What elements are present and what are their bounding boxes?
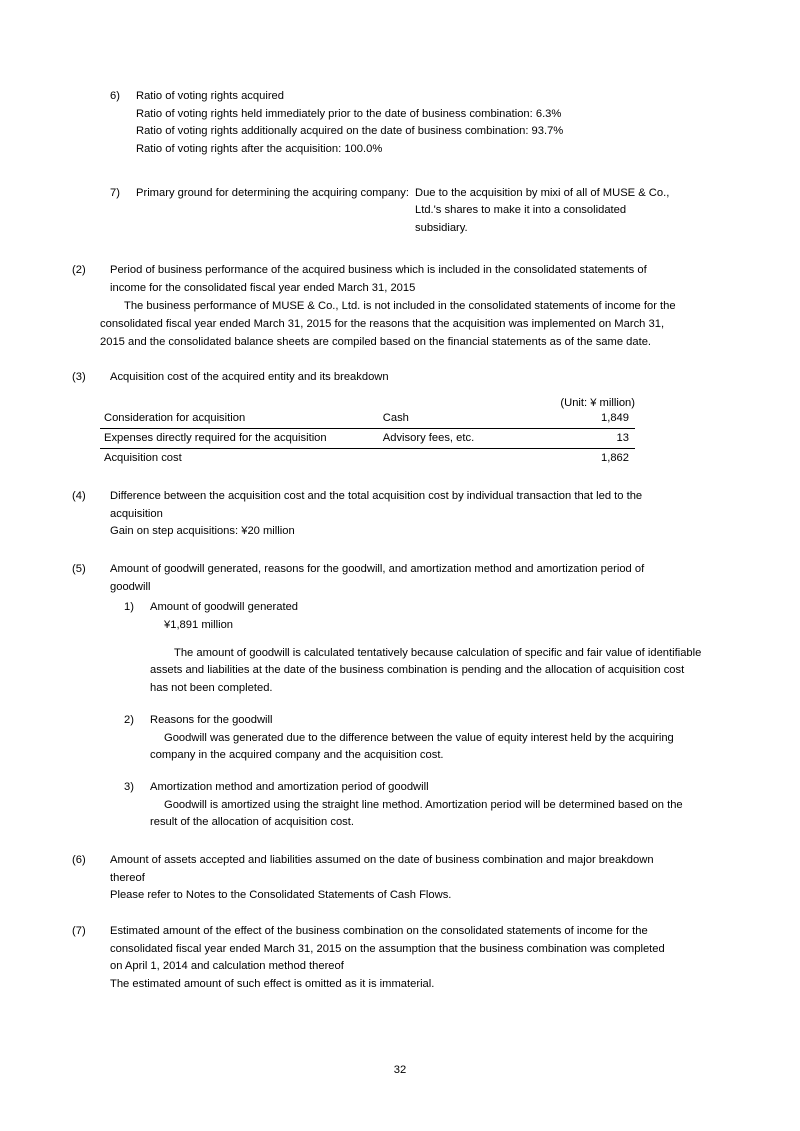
section-voting-rights xyxy=(110,88,728,159)
list-marker: (3) xyxy=(72,371,86,384)
unit-note: (Unit: ¥ million) xyxy=(560,396,635,409)
estimated-body: The estimated amount of such effect is omitted as it is immaterial. xyxy=(110,978,435,991)
estimated-heading-line-2: consolidated fiscal year ended March 31, 2015 on the assumption that the business combination was completed xyxy=(110,942,665,955)
list-marker: 7) xyxy=(110,186,120,199)
section-acquiring-company-ground xyxy=(110,185,728,238)
period-para-line-1: The business performance of MUSE & Co., Ltd. is not included in the consolidated statements of income for the xyxy=(124,300,676,313)
table-row xyxy=(100,428,635,448)
section-period-of-performance xyxy=(72,262,728,351)
goodwill-amount-value: ¥1,891 million xyxy=(164,619,234,632)
subsection-goodwill-reasons xyxy=(124,712,728,765)
goodwill-amount-para-line-3: has not been completed. xyxy=(150,682,273,695)
assets-heading-line-2: thereof xyxy=(110,871,145,884)
list-marker: (2) xyxy=(72,263,86,276)
acquisition-cost-table xyxy=(100,409,635,468)
section-assets-liabilities xyxy=(72,852,728,905)
period-heading-line-2: income for the consolidated fiscal year ended March 31, 2015 xyxy=(110,281,416,294)
cell-label: Expenses directly required for the acquisition xyxy=(100,428,379,448)
difference-heading-line-2: acquisition xyxy=(110,507,163,520)
voting-rights-line-3: Ratio of voting rights after the acquisition: 100.0% xyxy=(136,143,383,156)
table-row xyxy=(100,448,635,468)
list-marker: (4) xyxy=(72,489,86,502)
goodwill-reasons-para-line-1: Goodwill was generated due to the difference between the value of equity interest held by the acquiring xyxy=(164,731,674,744)
acquiring-company-ground-line-2: Ltd.'s shares to make it into a consolidated xyxy=(415,204,627,217)
cell-amount: 1,862 xyxy=(601,451,629,464)
estimated-heading-line-3: on April 1, 2014 and calculation method thereof xyxy=(110,960,344,973)
assets-body: Please refer to Notes to the Consolidated Statements of Cash Flows. xyxy=(110,889,452,902)
cell-amount: 1,849 xyxy=(548,409,635,429)
cell-detail: Advisory fees, etc. xyxy=(379,428,549,448)
cell-label: Consideration for acquisition xyxy=(100,409,379,429)
acquisition-cost-heading: Acquisition cost of the acquired entity and its breakdown xyxy=(110,371,389,384)
voting-rights-line-1: Ratio of voting rights held immediately prior to the date of business combination: 6.3% xyxy=(136,107,562,120)
difference-heading-line-1: Difference between the acquisition cost and the total acquisition cost by individual transaction that led to the xyxy=(110,489,643,502)
goodwill-reasons-heading: Reasons for the goodwill xyxy=(150,713,273,726)
list-marker: (7) xyxy=(72,925,86,937)
cell-detail: Cash xyxy=(379,409,549,429)
list-marker: (5) xyxy=(72,563,86,575)
subsection-goodwill-amortization xyxy=(124,779,728,832)
voting-rights-heading: Ratio of voting rights acquired xyxy=(136,90,285,102)
list-marker: 1) xyxy=(124,601,134,614)
period-para-line-2: consolidated fiscal year ended March 31, 2015 for the reasons that the acquisition was implemented on March 31, xyxy=(100,317,665,330)
assets-heading-line-1: Amount of assets accepted and liabilities assumed on the date of business combination and major breakdown xyxy=(110,853,654,866)
acquiring-company-ground-line-1: Due to the acquisition by mixi of all of MUSE & Co., xyxy=(415,186,670,199)
list-marker: (6) xyxy=(72,853,86,866)
goodwill-reasons-para-line-2: company in the acquired company and the acquisition cost. xyxy=(150,749,444,762)
goodwill-amount-para-line-2: assets and liabilities at the date of the business combination is pending and the allocation of acquisition cost xyxy=(150,664,685,677)
period-para-line-3: 2015 and the consolidated balance sheets are compiled based on the financial statements as of the same date. xyxy=(100,335,652,348)
list-marker: 3) xyxy=(124,780,134,793)
cell-detail xyxy=(379,448,549,468)
table-row xyxy=(100,409,635,429)
cell-amount: 13 xyxy=(548,428,635,448)
estimated-heading-line-1: Estimated amount of the effect of the business combination on the consolidated statements of income for the xyxy=(110,925,648,937)
goodwill-amount-para-line-1: The amount of goodwill is calculated tentatively because calculation of specific and fair value of identifiable xyxy=(174,646,702,659)
period-heading-line-1: Period of business performance of the acquired business which is included in the consolidated statements of xyxy=(110,263,647,276)
goodwill-amortization-para-line-1: Goodwill is amortized using the straight line method. Amortization period will be determined based on the xyxy=(164,798,683,811)
section-estimated-effect xyxy=(72,923,728,994)
goodwill-heading-line-2: goodwill xyxy=(110,580,151,593)
goodwill-amortization-para-line-2: result of the allocation of acquisition cost. xyxy=(150,816,354,829)
acquiring-company-ground-line-3: subsidiary. xyxy=(415,222,468,235)
list-marker: 6) xyxy=(110,90,120,102)
section-goodwill xyxy=(72,561,728,832)
goodwill-heading-line-1: Amount of goodwill generated, reasons for the goodwill, and amortization method and amortization period of xyxy=(110,563,645,575)
section-difference-acquisition-cost xyxy=(72,488,728,541)
goodwill-amortization-heading: Amortization method and amortization period of goodwill xyxy=(150,780,429,793)
cell-label: Acquisition cost xyxy=(104,451,182,464)
acquiring-company-ground-heading: Primary ground for determining the acquiring company: xyxy=(136,186,409,199)
difference-body: Gain on step acquisitions: ¥20 million xyxy=(110,525,295,538)
subsection-goodwill-amount xyxy=(124,599,728,697)
goodwill-amount-heading: Amount of goodwill generated xyxy=(150,601,299,614)
list-marker: 2) xyxy=(124,713,134,726)
section-acquisition-cost xyxy=(72,369,728,387)
voting-rights-line-2: Ratio of voting rights additionally acquired on the date of business combination: 93.7% xyxy=(136,125,564,138)
page-number: 32 xyxy=(393,1064,407,1076)
